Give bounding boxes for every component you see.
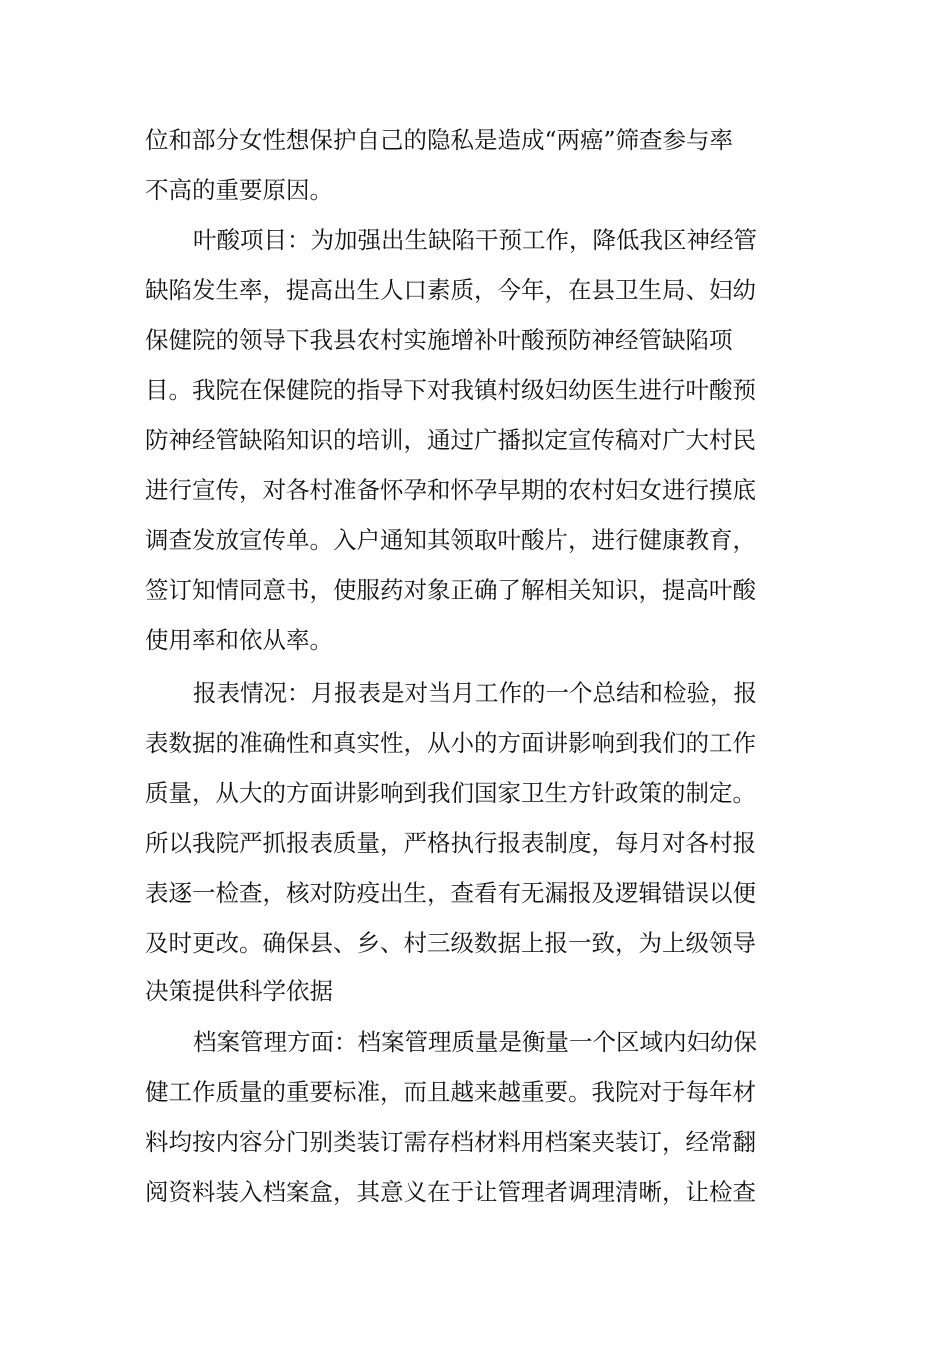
text-line: 表数据的准确性和真实性，从小的方面讲影响到我们的工作: [145, 729, 756, 757]
paragraph-start-reports: 报表情况：月报表是对当月工作的一个总结和检验，报: [193, 679, 757, 707]
text-line: 进行宣传，对各村准备怀孕和怀孕早期的农村妇女进行摸底: [145, 476, 756, 504]
text-line: 防神经管缺陷知识的培训，通过广播拟定宣传稿对广大村民: [145, 426, 756, 454]
paragraph-start-folic-acid: 叶酸项目：为加强出生缺陷干预工作，降低我区神经管: [193, 226, 757, 254]
text-line: 签订知情同意书，使服药对象正确了解相关知识，提高叶酸: [145, 576, 756, 604]
text-line: 所以我院严抓报表质量，严格执行报表制度，每月对各村报: [145, 829, 756, 857]
text-line: 位和部分女性想保护自己的隐私是造成“两癌”筛查参与率: [145, 126, 734, 154]
text-line: 及时更改。确保县、乡、村三级数据上报一致，为上级领导: [145, 929, 756, 957]
text-line: 缺陷发生率，提高出生人口素质，今年，在县卫生局、妇幼: [145, 276, 756, 304]
text-line: 保健院的领导下我县农村实施增补叶酸预防神经管缺陷项: [145, 326, 733, 354]
paragraph-start-archives: 档案管理方面：档案管理质量是衡量一个区域内妇幼保: [193, 1028, 757, 1056]
text-line: 目。我院在保健院的指导下对我镇村级妇幼医生进行叶酸预: [145, 376, 756, 404]
text-line: 不高的重要原因。: [145, 176, 333, 204]
text-line: 健工作质量的重要标准，而且越来越重要。我院对于每年材: [145, 1078, 756, 1106]
text-line: 决策提供科学依据: [145, 977, 333, 1005]
text-line: 调查发放宣传单。入户通知其领取叶酸片，进行健康教育，: [145, 526, 756, 554]
text-line: 使用率和依从率。: [145, 626, 333, 654]
text-line: 料均按内容分门别类装订需存档材料用档案夹装订，经常翻: [145, 1128, 756, 1156]
text-line: 阅资料装入档案盒，其意义在于让管理者调理清晰，让检查: [145, 1178, 756, 1206]
text-line: 质量，从大的方面讲影响到我们国家卫生方针政策的制定。: [145, 779, 756, 807]
text-line: 表逐一检查，核对防疫出生，查看有无漏报及逻辑错误以便: [145, 879, 756, 907]
